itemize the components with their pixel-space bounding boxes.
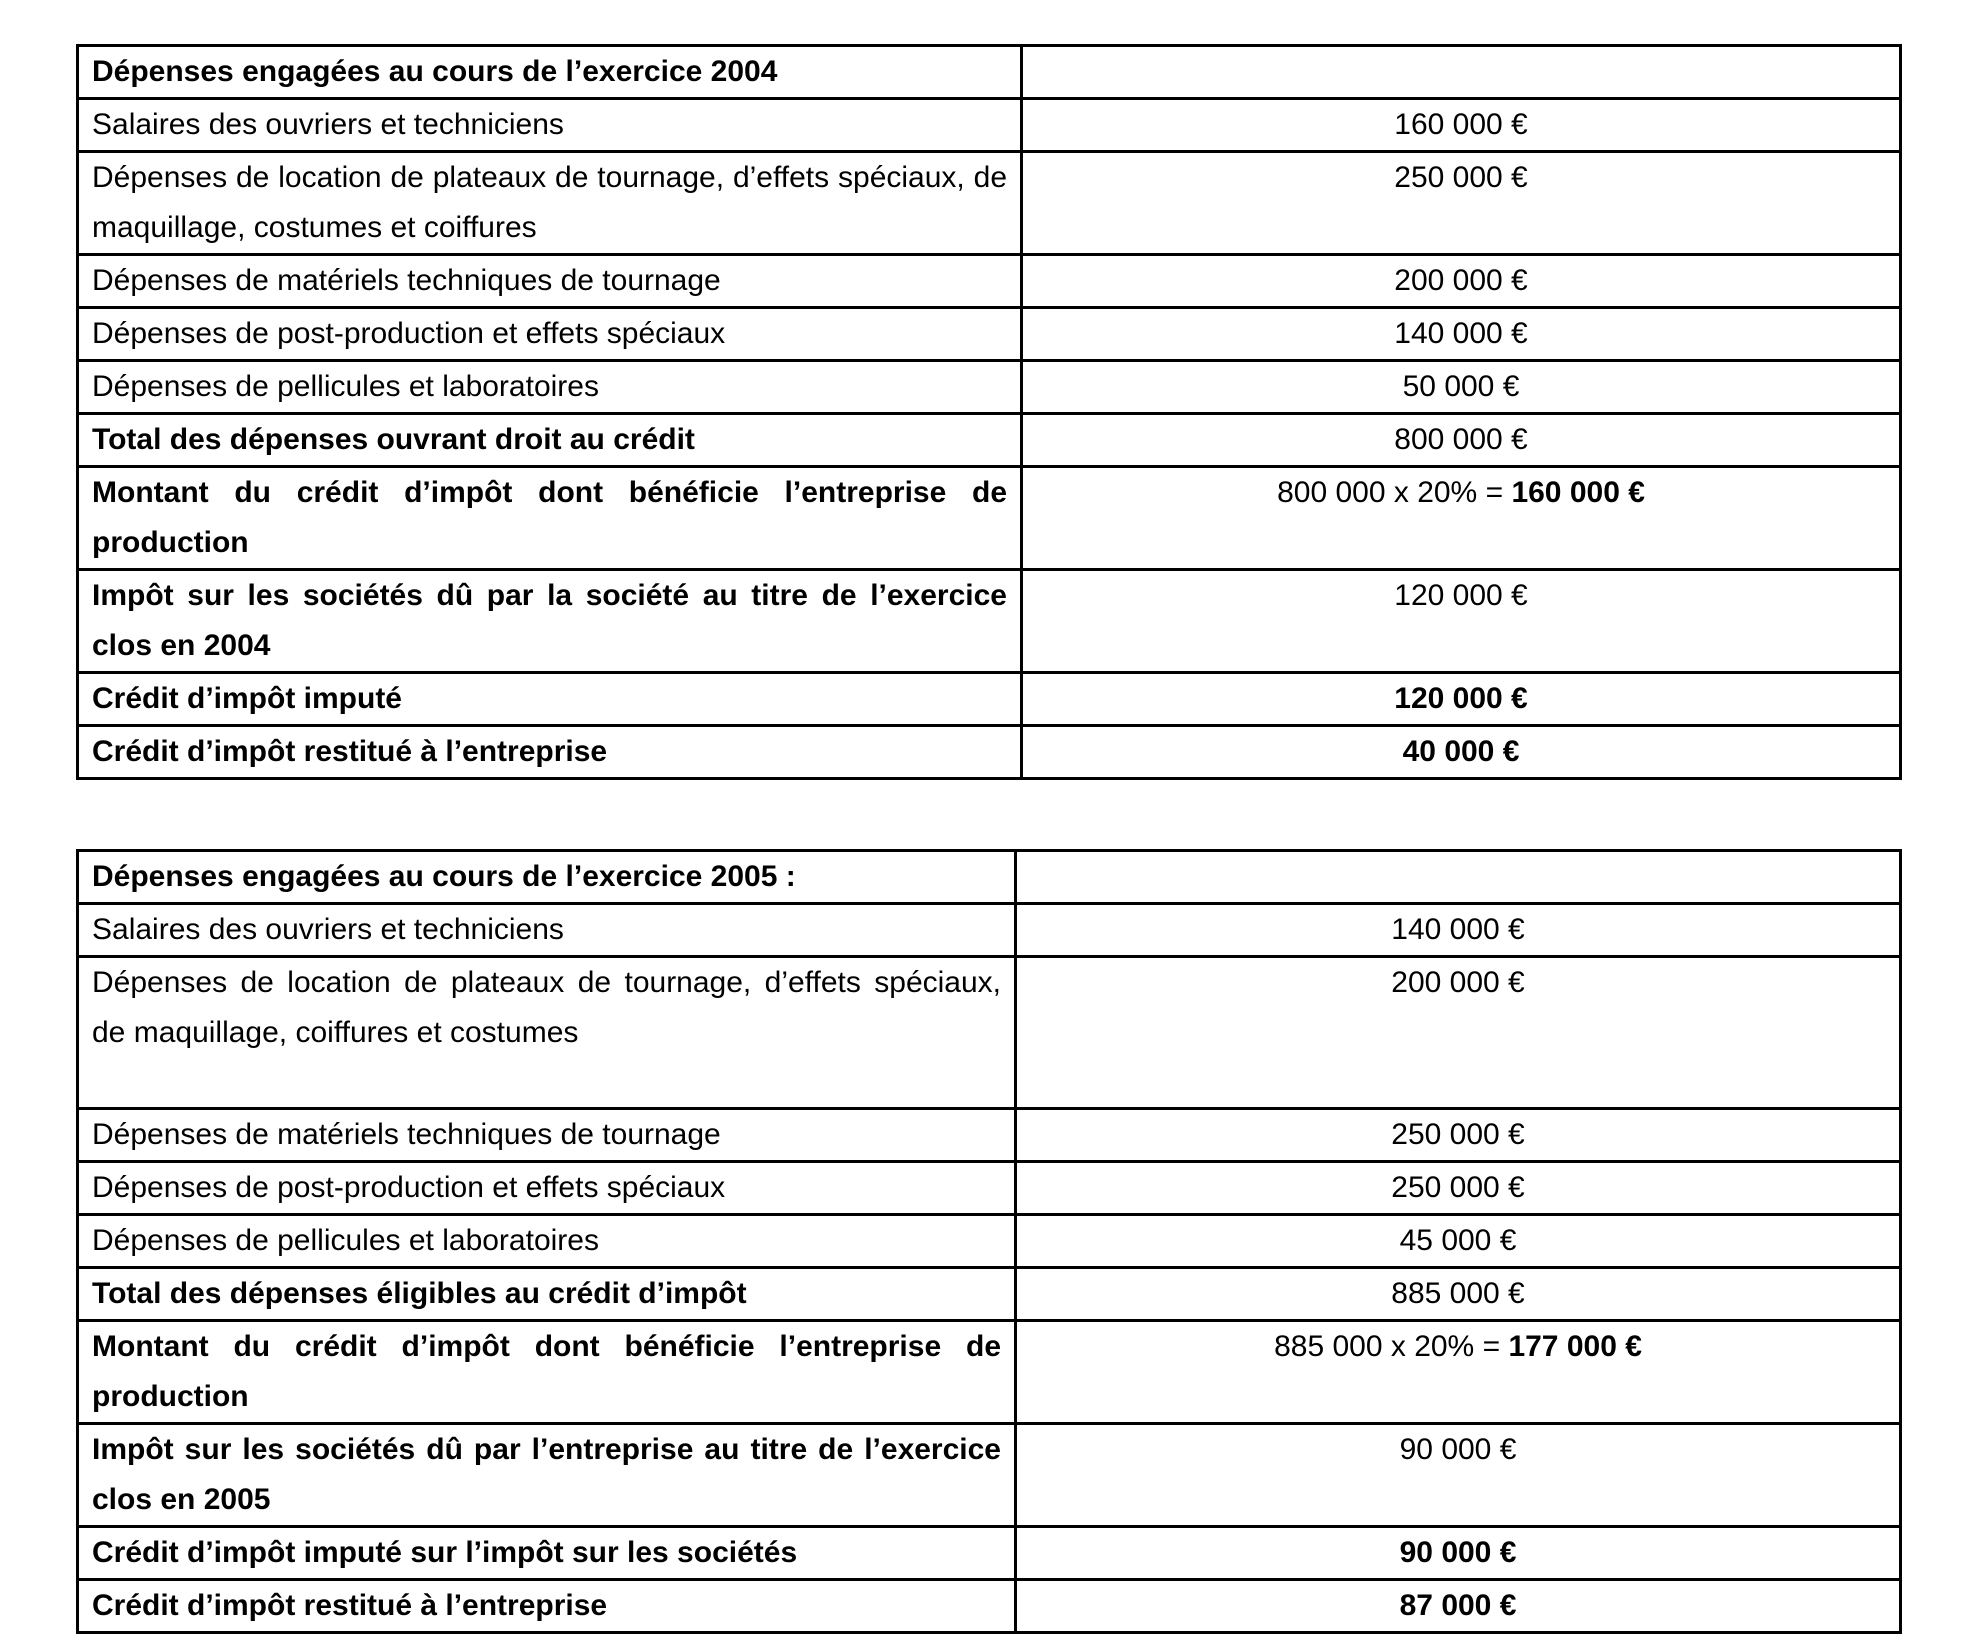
table-row [78, 570, 1901, 673]
row-value: 40 000 € [1022, 726, 1901, 779]
table-row-total [78, 1268, 1901, 1321]
expenses-table-2004 [76, 44, 1902, 780]
row-value: 120 000 € [1022, 570, 1901, 673]
row-label: Crédit d’impôt imputé [78, 673, 1022, 726]
row-value: 160 000 € [1022, 99, 1901, 152]
row-value: 250 000 € [1022, 152, 1901, 255]
table-row-total [78, 414, 1901, 467]
row-value: 50 000 € [1022, 361, 1901, 414]
table-row [78, 1580, 1901, 1633]
table-row [78, 99, 1901, 152]
row-value: 140 000 € [1022, 308, 1901, 361]
table-row [78, 1215, 1901, 1268]
row-label: Crédit d’impôt restitué à l’entreprise [78, 1580, 1016, 1633]
row-label: Total des dépenses éligibles au crédit d’impôt [78, 1268, 1016, 1321]
credit-formula: 885 000 x 20% = [1274, 1330, 1509, 1363]
table-row-header [78, 851, 1901, 904]
row-value: 140 000 € [1016, 904, 1901, 957]
row-label: Dépenses engagées au cours de l’exercice 2004 [78, 46, 1022, 99]
row-label: Crédit d’impôt restitué à l’entreprise [78, 726, 1022, 779]
row-value: 250 000 € [1016, 1109, 1901, 1162]
row-label: Dépenses de location de plateaux de tournage, d’effets spéciaux, de maquillage, coiffures et costumes [78, 957, 1016, 1109]
table-row [78, 904, 1901, 957]
row-value: 250 000 € [1016, 1162, 1901, 1215]
row-label: Dépenses de post-production et effets spéciaux [78, 1162, 1016, 1215]
table-row [78, 308, 1901, 361]
row-label: Dépenses de pellicules et laboratoires [78, 1215, 1016, 1268]
table-row [78, 361, 1901, 414]
row-value [1016, 1321, 1901, 1424]
row-label: Dépenses de matériels techniques de tournage [78, 255, 1022, 308]
row-label: Salaires des ouvriers et techniciens [78, 904, 1016, 957]
row-value: 200 000 € [1016, 957, 1901, 1109]
table-row-credit-amount [78, 467, 1901, 570]
table-row [78, 1162, 1901, 1215]
table-row [78, 1527, 1901, 1580]
table-row [78, 726, 1901, 779]
table-row [78, 1109, 1901, 1162]
table-row-header [78, 46, 1901, 99]
row-label: Total des dépenses ouvrant droit au crédit [78, 414, 1022, 467]
credit-result: 160 000 € [1511, 476, 1645, 509]
row-value [1016, 851, 1901, 904]
table-row [78, 1424, 1901, 1527]
row-value: 90 000 € [1016, 1527, 1901, 1580]
credit-result: 177 000 € [1508, 1330, 1642, 1363]
table-row [78, 957, 1901, 1109]
row-value [1022, 467, 1901, 570]
row-value: 885 000 € [1016, 1268, 1901, 1321]
row-value: 45 000 € [1016, 1215, 1901, 1268]
row-label: Salaires des ouvriers et techniciens [78, 99, 1022, 152]
row-value: 120 000 € [1022, 673, 1901, 726]
row-value: 90 000 € [1016, 1424, 1901, 1527]
row-value: 87 000 € [1016, 1580, 1901, 1633]
row-value: 200 000 € [1022, 255, 1901, 308]
row-value [1022, 46, 1901, 99]
row-label: Impôt sur les sociétés dû par l’entreprise au titre de l’exercice clos en 2005 [78, 1424, 1016, 1527]
row-label: Dépenses de pellicules et laboratoires [78, 361, 1022, 414]
row-label: Dépenses de location de plateaux de tournage, d’effets spéciaux, de maquillage, costumes et coiffures [78, 152, 1022, 255]
row-label: Montant du crédit d’impôt dont bénéficie l’entreprise de production [78, 467, 1022, 570]
table-row [78, 673, 1901, 726]
table-row [78, 152, 1901, 255]
row-label: Dépenses de post-production et effets spéciaux [78, 308, 1022, 361]
row-label: Montant du crédit d’impôt dont bénéficie l’entreprise de production [78, 1321, 1016, 1424]
table-row [78, 255, 1901, 308]
row-label: Impôt sur les sociétés dû par la société au titre de l’exercice clos en 2004 [78, 570, 1022, 673]
row-label: Dépenses de matériels techniques de tournage [78, 1109, 1016, 1162]
table-row-credit-amount [78, 1321, 1901, 1424]
credit-formula: 800 000 x 20% = [1277, 476, 1512, 509]
row-value: 800 000 € [1022, 414, 1901, 467]
row-label: Crédit d’impôt imputé sur l’impôt sur les sociétés [78, 1527, 1016, 1580]
row-label: Dépenses engagées au cours de l’exercice 2005 : [78, 851, 1016, 904]
expenses-table-2005 [76, 849, 1902, 1634]
